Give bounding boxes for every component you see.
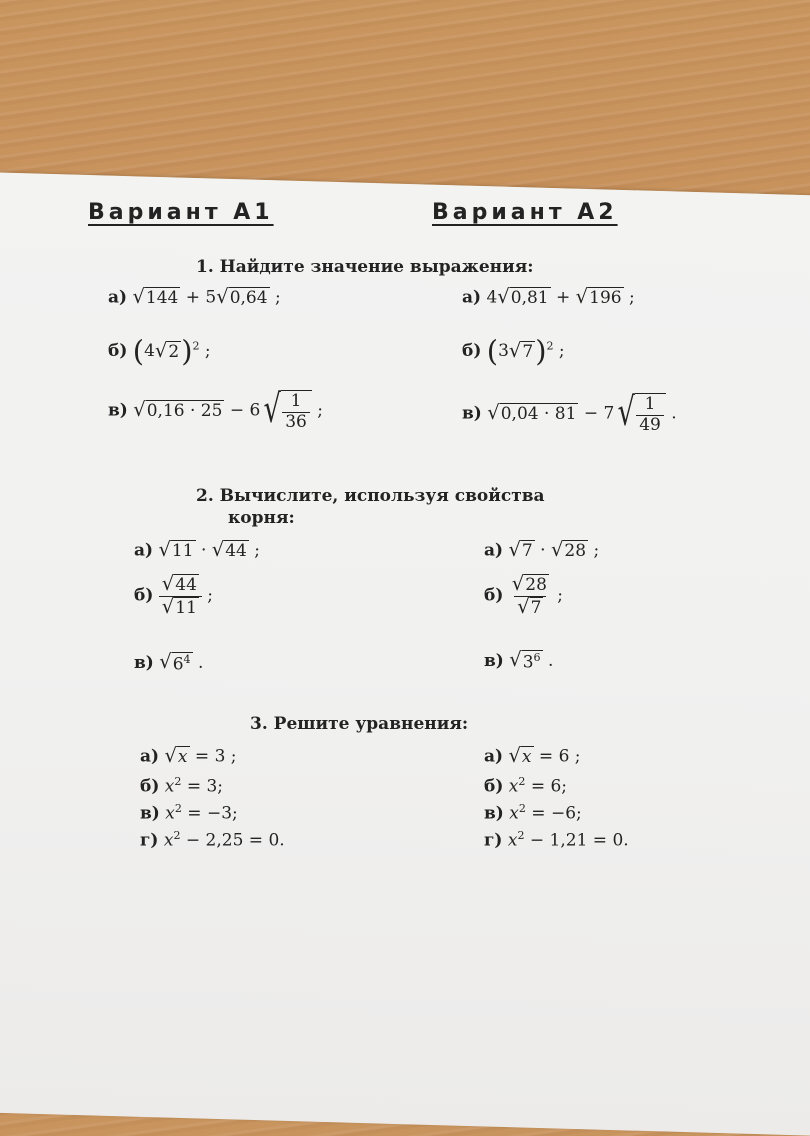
end-mark: ; — [628, 287, 635, 308]
task1-a2-item-b: б) (3 √ 7 )$^2$ ; — [462, 334, 565, 368]
coefficient: 4 — [486, 287, 498, 308]
task1-a2-item-a — [462, 287, 635, 309]
denominator: 36 — [282, 412, 310, 433]
sqrt: √ x — [508, 744, 532, 767]
sqrt: √ 7 — [517, 594, 542, 618]
base: 6 — [172, 654, 184, 675]
end-mark: ; — [557, 585, 564, 606]
task1-title: 1. Найдите значение выражения: — [196, 257, 534, 277]
sqrt: √ 44 — [211, 538, 247, 561]
item-label: в) — [484, 651, 504, 672]
radicand: 7 — [522, 341, 534, 362]
radicand: 11 — [175, 597, 197, 618]
variable: x — [164, 776, 175, 797]
sqrt: √ 2 — [154, 338, 180, 362]
sqrt: √ 11 — [161, 594, 197, 618]
task2-a2-item-v — [484, 650, 553, 673]
item-label: а) — [484, 540, 504, 561]
exponent: 2 — [173, 829, 181, 842]
equation-rest: = 3; — [186, 776, 224, 797]
task3-a1-item-b — [140, 775, 223, 797]
task3-a2-item-v — [484, 802, 582, 824]
variable: x — [509, 803, 519, 824]
equation-rest: = 6; — [530, 776, 568, 797]
sqrt: √ $3^6$ — [509, 648, 541, 673]
variable: x — [508, 776, 519, 797]
numerator: 1 — [644, 394, 656, 414]
task1-a1-item-a — [108, 287, 281, 309]
task2-title-line1: 2. Вычислите, используя свойства — [196, 486, 545, 506]
end-mark: ; — [558, 340, 565, 361]
task2-a1-item-b — [134, 574, 213, 618]
task3-a2-item-g — [484, 829, 629, 851]
end-mark: . — [547, 651, 554, 672]
coefficient: 4 — [144, 340, 155, 361]
item-label: б) — [108, 340, 128, 361]
item-label: а) — [462, 287, 482, 308]
end-mark: . — [197, 653, 204, 674]
sqrt: √ 44 — [161, 572, 197, 595]
base: 3 — [522, 652, 534, 673]
operator: + 5 — [185, 287, 217, 308]
equation-rest: = −3; — [187, 803, 238, 824]
radicand: 0,16 · 25 — [146, 401, 223, 422]
radicand: 28 — [564, 541, 587, 561]
item-label: а) — [134, 540, 154, 561]
exponent: 2 — [192, 339, 200, 353]
item-label: в) — [134, 653, 154, 674]
item-label: а) — [140, 746, 160, 767]
radicand: 0,81 — [510, 288, 549, 308]
fraction — [509, 574, 552, 618]
item-label: а) — [484, 746, 504, 767]
sqrt: √ 144 — [132, 285, 179, 308]
exponent: 2 — [518, 802, 526, 815]
radicand: 7 — [521, 541, 533, 561]
sqrt: √ 0,64 — [216, 285, 268, 308]
task1-a1-item-b: б) (4 √ 2 )$^2$ ; — [108, 334, 211, 368]
task3-title: 3. Решите уравнения: — [250, 714, 469, 734]
task2-title-line2: корня: — [228, 508, 295, 528]
sqrt: √ 196 — [575, 285, 622, 308]
end-mark: ; — [204, 340, 211, 361]
sqrt: √ x — [164, 744, 188, 767]
task3-a1-item-a — [140, 746, 237, 768]
task2-a1-item-v — [134, 652, 203, 675]
exponent: 2 — [546, 339, 554, 353]
operator: · — [540, 540, 546, 561]
task3-a1-item-g — [140, 829, 285, 851]
exponent: 2 — [518, 775, 526, 788]
radicand: 0,64 — [229, 288, 268, 308]
end-mark: ; — [207, 585, 214, 606]
denominator: 49 — [636, 415, 664, 436]
item-label: а) — [108, 287, 128, 308]
operator: − 7 — [583, 403, 615, 424]
task2-a2-item-a — [484, 540, 599, 562]
radicand: 44 — [225, 541, 247, 561]
task1-a1-item-v — [108, 387, 323, 432]
numerator: 1 — [290, 391, 302, 411]
sqrt: √ 11 — [158, 538, 194, 561]
fraction — [159, 574, 202, 618]
radicand: 2 — [168, 341, 180, 362]
operator: · — [200, 540, 207, 561]
item-label: г) — [140, 830, 159, 851]
item-label: б) — [484, 585, 504, 606]
radicand: 28 — [525, 575, 547, 595]
sqrt: √ 0,04 · 81 — [487, 401, 577, 425]
task3-a1-item-v — [140, 802, 238, 824]
task3-a2-item-b — [484, 775, 567, 797]
item-label: б) — [484, 776, 504, 797]
coefficient: 3 — [498, 340, 509, 361]
item-label: б) — [134, 585, 154, 606]
equation-rest: = −6; — [531, 803, 582, 824]
sqrt: √ $6^4$ — [159, 650, 191, 675]
equation-rest: = 6 ; — [538, 746, 581, 767]
operator: + — [556, 287, 571, 308]
equation-rest: − 2,25 = 0. — [185, 830, 285, 851]
fraction — [282, 392, 310, 432]
item-label: б) — [140, 776, 160, 797]
item-label: в) — [108, 400, 128, 421]
sqrt: √ 28 — [511, 572, 547, 595]
item-label: б) — [462, 340, 482, 361]
radicand: 196 — [589, 288, 622, 308]
variable: x — [163, 830, 174, 851]
item-label: в) — [462, 403, 482, 424]
sqrt: √ 0,81 — [497, 285, 549, 308]
radicand: 0,04 · 81 — [500, 404, 577, 425]
end-mark: ; — [254, 540, 261, 561]
exponent: 2 — [174, 775, 182, 788]
equation-rest: = 3 ; — [194, 746, 237, 767]
end-mark: ; — [593, 540, 600, 561]
task3-a2-item-a — [484, 746, 581, 768]
radicand: 44 — [175, 575, 197, 595]
task2-a1-item-a — [134, 540, 260, 562]
exponent: 2 — [174, 802, 182, 815]
sqrt: √ 7 — [508, 338, 534, 362]
variable: x — [507, 830, 518, 851]
end-mark: . — [671, 403, 677, 424]
exponent: 6 — [533, 651, 541, 664]
task1-a2-item-v — [462, 390, 677, 435]
variant-a1-heading: Вариант А1 — [88, 200, 274, 225]
end-mark: ; — [317, 400, 323, 421]
exponent: 4 — [183, 653, 191, 666]
task2-a2-item-b — [484, 574, 563, 618]
operator: − 6 — [229, 400, 261, 421]
item-label: г) — [484, 830, 503, 851]
sqrt: √ 28 — [550, 538, 587, 561]
fraction — [636, 395, 664, 435]
exponent: 2 — [517, 829, 525, 842]
sqrt: √ 0,16 · 25 — [133, 398, 223, 422]
equation-rest: − 1,21 = 0. — [529, 830, 629, 851]
sqrt: √ $\frac{1}{49}$ — [614, 393, 666, 435]
sqrt: √ $\frac{1}{36}$ — [260, 390, 312, 432]
sqrt: √ 7 — [508, 538, 533, 561]
radicand: 7 — [530, 597, 542, 618]
variant-a2-heading: Вариант А2 — [432, 200, 618, 225]
item-label: в) — [484, 803, 504, 824]
radicand: 11 — [171, 541, 194, 561]
variable: x — [521, 747, 532, 767]
end-mark: ; — [274, 287, 281, 308]
radicand: 144 — [145, 288, 179, 308]
variable: x — [177, 747, 188, 767]
item-label: в) — [140, 803, 160, 824]
variable: x — [165, 803, 175, 824]
